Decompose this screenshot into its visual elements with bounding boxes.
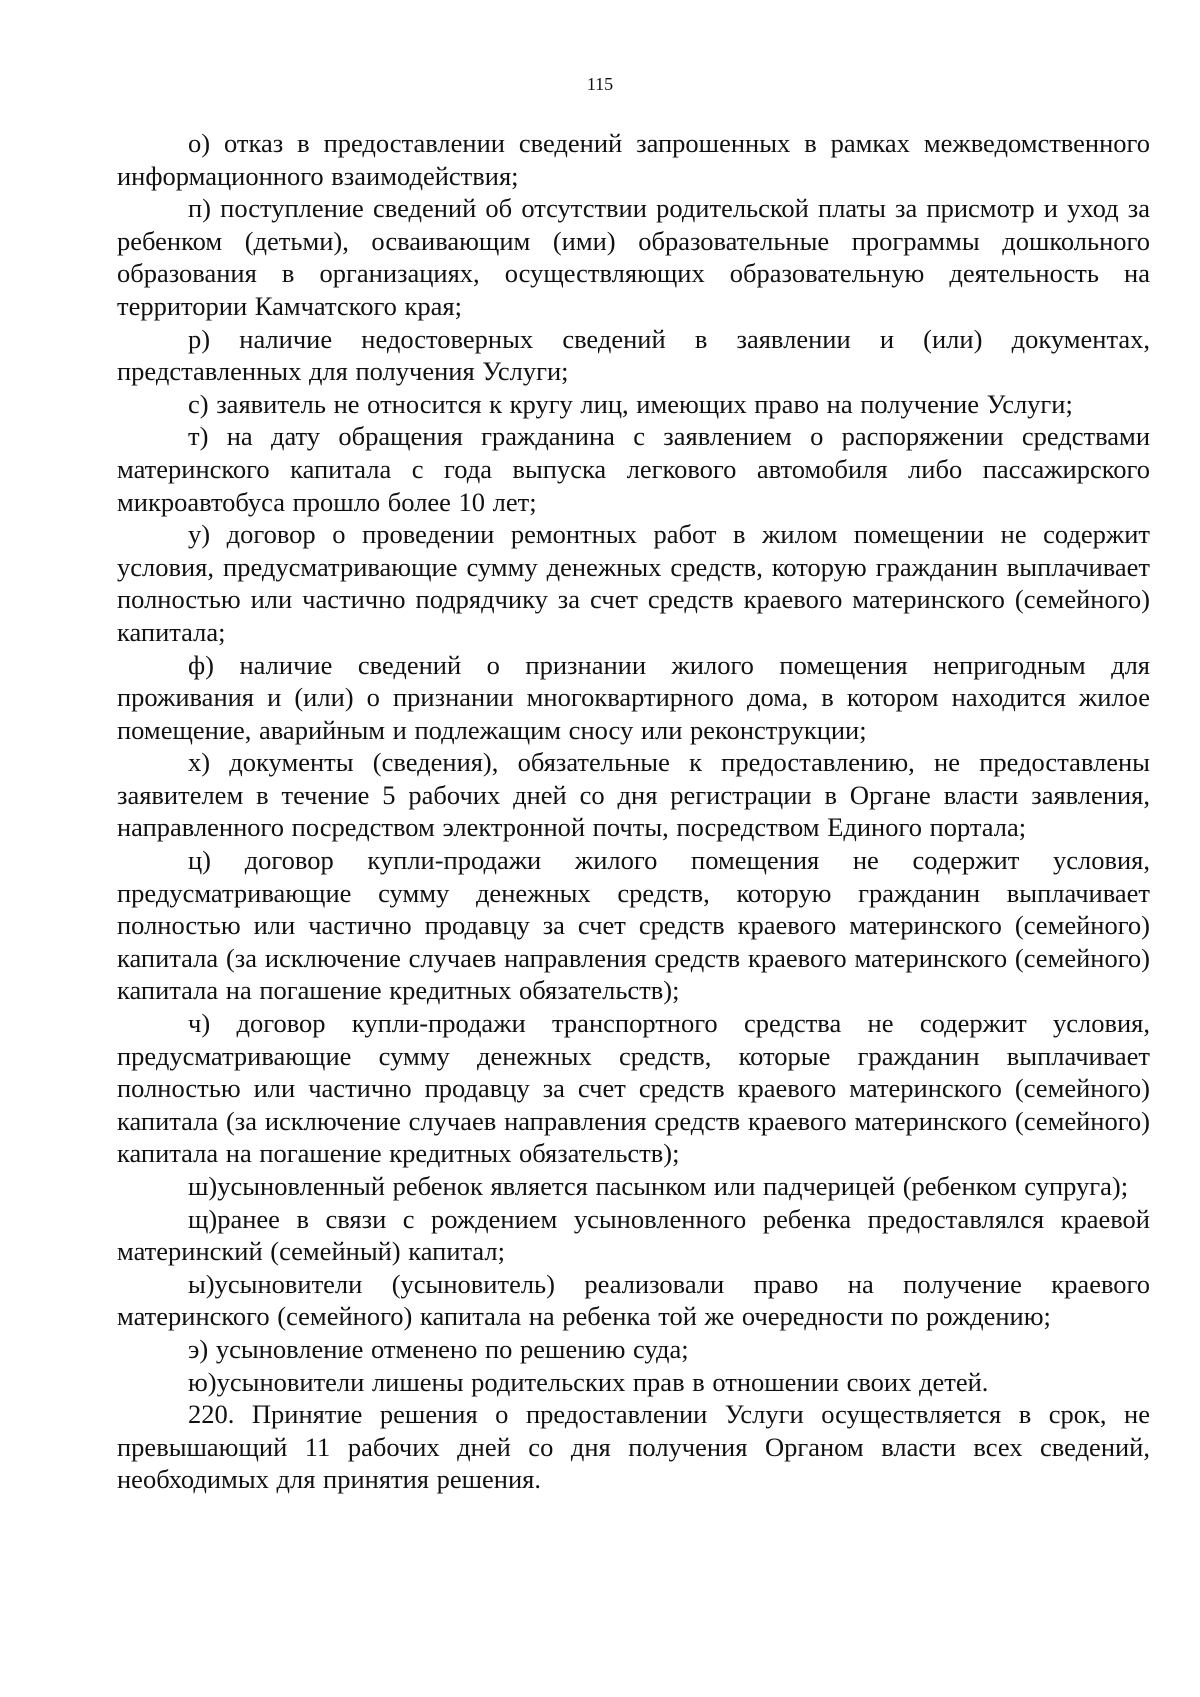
- page-number: 115: [586, 74, 614, 94]
- list-item-u: у) договор о проведении ремонтных работ в жилом помещении не содержит условия, предусматривающие сумму денежных средств, которую гражданин выплачивает полностью или частично подрядчику за счет средств краевого материнского (семейного) капитала;: [117, 519, 1150, 647]
- list-item-e: э) усыновление отменено по решению суда;: [188, 1333, 689, 1364]
- list-item-kh: х) документы (сведения), обязательные к предоставлению, не предоставлены заявителем в течение 5 рабочих дней со дня регистрации в Органе власти заявления, направленного посредством электронной почты, посредством Единого портала;: [117, 747, 1150, 843]
- list-item-t: т) на дату обращения гражданина с заявлением о распоряжении средствами материнского капитала с года выпуска легкового автомобиля либо пассажирского микроавтобуса прошло более 10 лет;: [117, 421, 1150, 517]
- list-item-sh: ш)усыновленный ребенок является пасынком или падчерицей (ребенком супруга);: [188, 1171, 1129, 1201]
- list-item-ch: ч) договор купли-продажи транспортного средства не содержит условия, предусматривающие сумму денежных средств, которые гражданин выплачивает полностью или частично продавцу за счет средств краевого материнского (семейного) капитала (за исключение случаев направления средств краевого материнского (семейного) капитала на погашение кредитных обязательств);: [117, 1008, 1150, 1169]
- list-item-f: ф) наличие сведений о признании жилого помещения непригодным для проживания и (или) о признании многоквартирного дома, в котором находится жилое помещение, аварийным и подлежащим сносу или реконструкции;: [117, 649, 1150, 745]
- list-item-yu: ю)усыновители лишены родительских прав в отношении своих детей.: [188, 1366, 989, 1397]
- list-item-o: о) отказ в предоставлении сведений запрошенных в рамках межведомственного информационного взаимодействия;: [117, 128, 1150, 191]
- clause-220: 220. Принятие решения о предоставлении Услуги осуществляется в срок, не превышающий 11 рабочих дней со дня получения Органом власти всех сведений, необходимых для принятия решения.: [117, 1399, 1150, 1495]
- list-item-shch: щ)ранее в связи с рождением усыновленного ребенка предоставлялся краевой материнский (семейный) капитал;: [117, 1203, 1150, 1267]
- list-item-ts: ц) договор купли-продажи жилого помещения не содержит условия, предусматривающие сумму денежных средств, которую гражданин выплачивает полностью или частично продавцу за счет средств краевого материнского (семейного) капитала (за исключение случаев направления средств краевого материнского (семейного) капитала на погашение кредитных обязательств);: [117, 845, 1150, 1006]
- list-item-p: п) поступление сведений об отсутствии родительской платы за присмотр и уход за ребенком (детьми), осваивающим (ими) образовательные программы дошкольного образования в организациях, осуществляющих образовательную деятельность на территории Камчатского края;: [117, 193, 1150, 321]
- list-item-r: р) наличие недостоверных сведений в заявлении и (или) документах, представленных для получения Услуги;: [117, 323, 1150, 387]
- document-body: [117, 127, 1150, 1496]
- list-item-y: ы)усыновители (усыновитель) реализовали право на получение краевого материнского (семейного) капитала на ребенка той же очередности по рождению;: [117, 1268, 1150, 1332]
- list-item-s: с) заявитель не относится к кругу лиц, имеющих право на получение Услуги;: [188, 388, 1073, 419]
